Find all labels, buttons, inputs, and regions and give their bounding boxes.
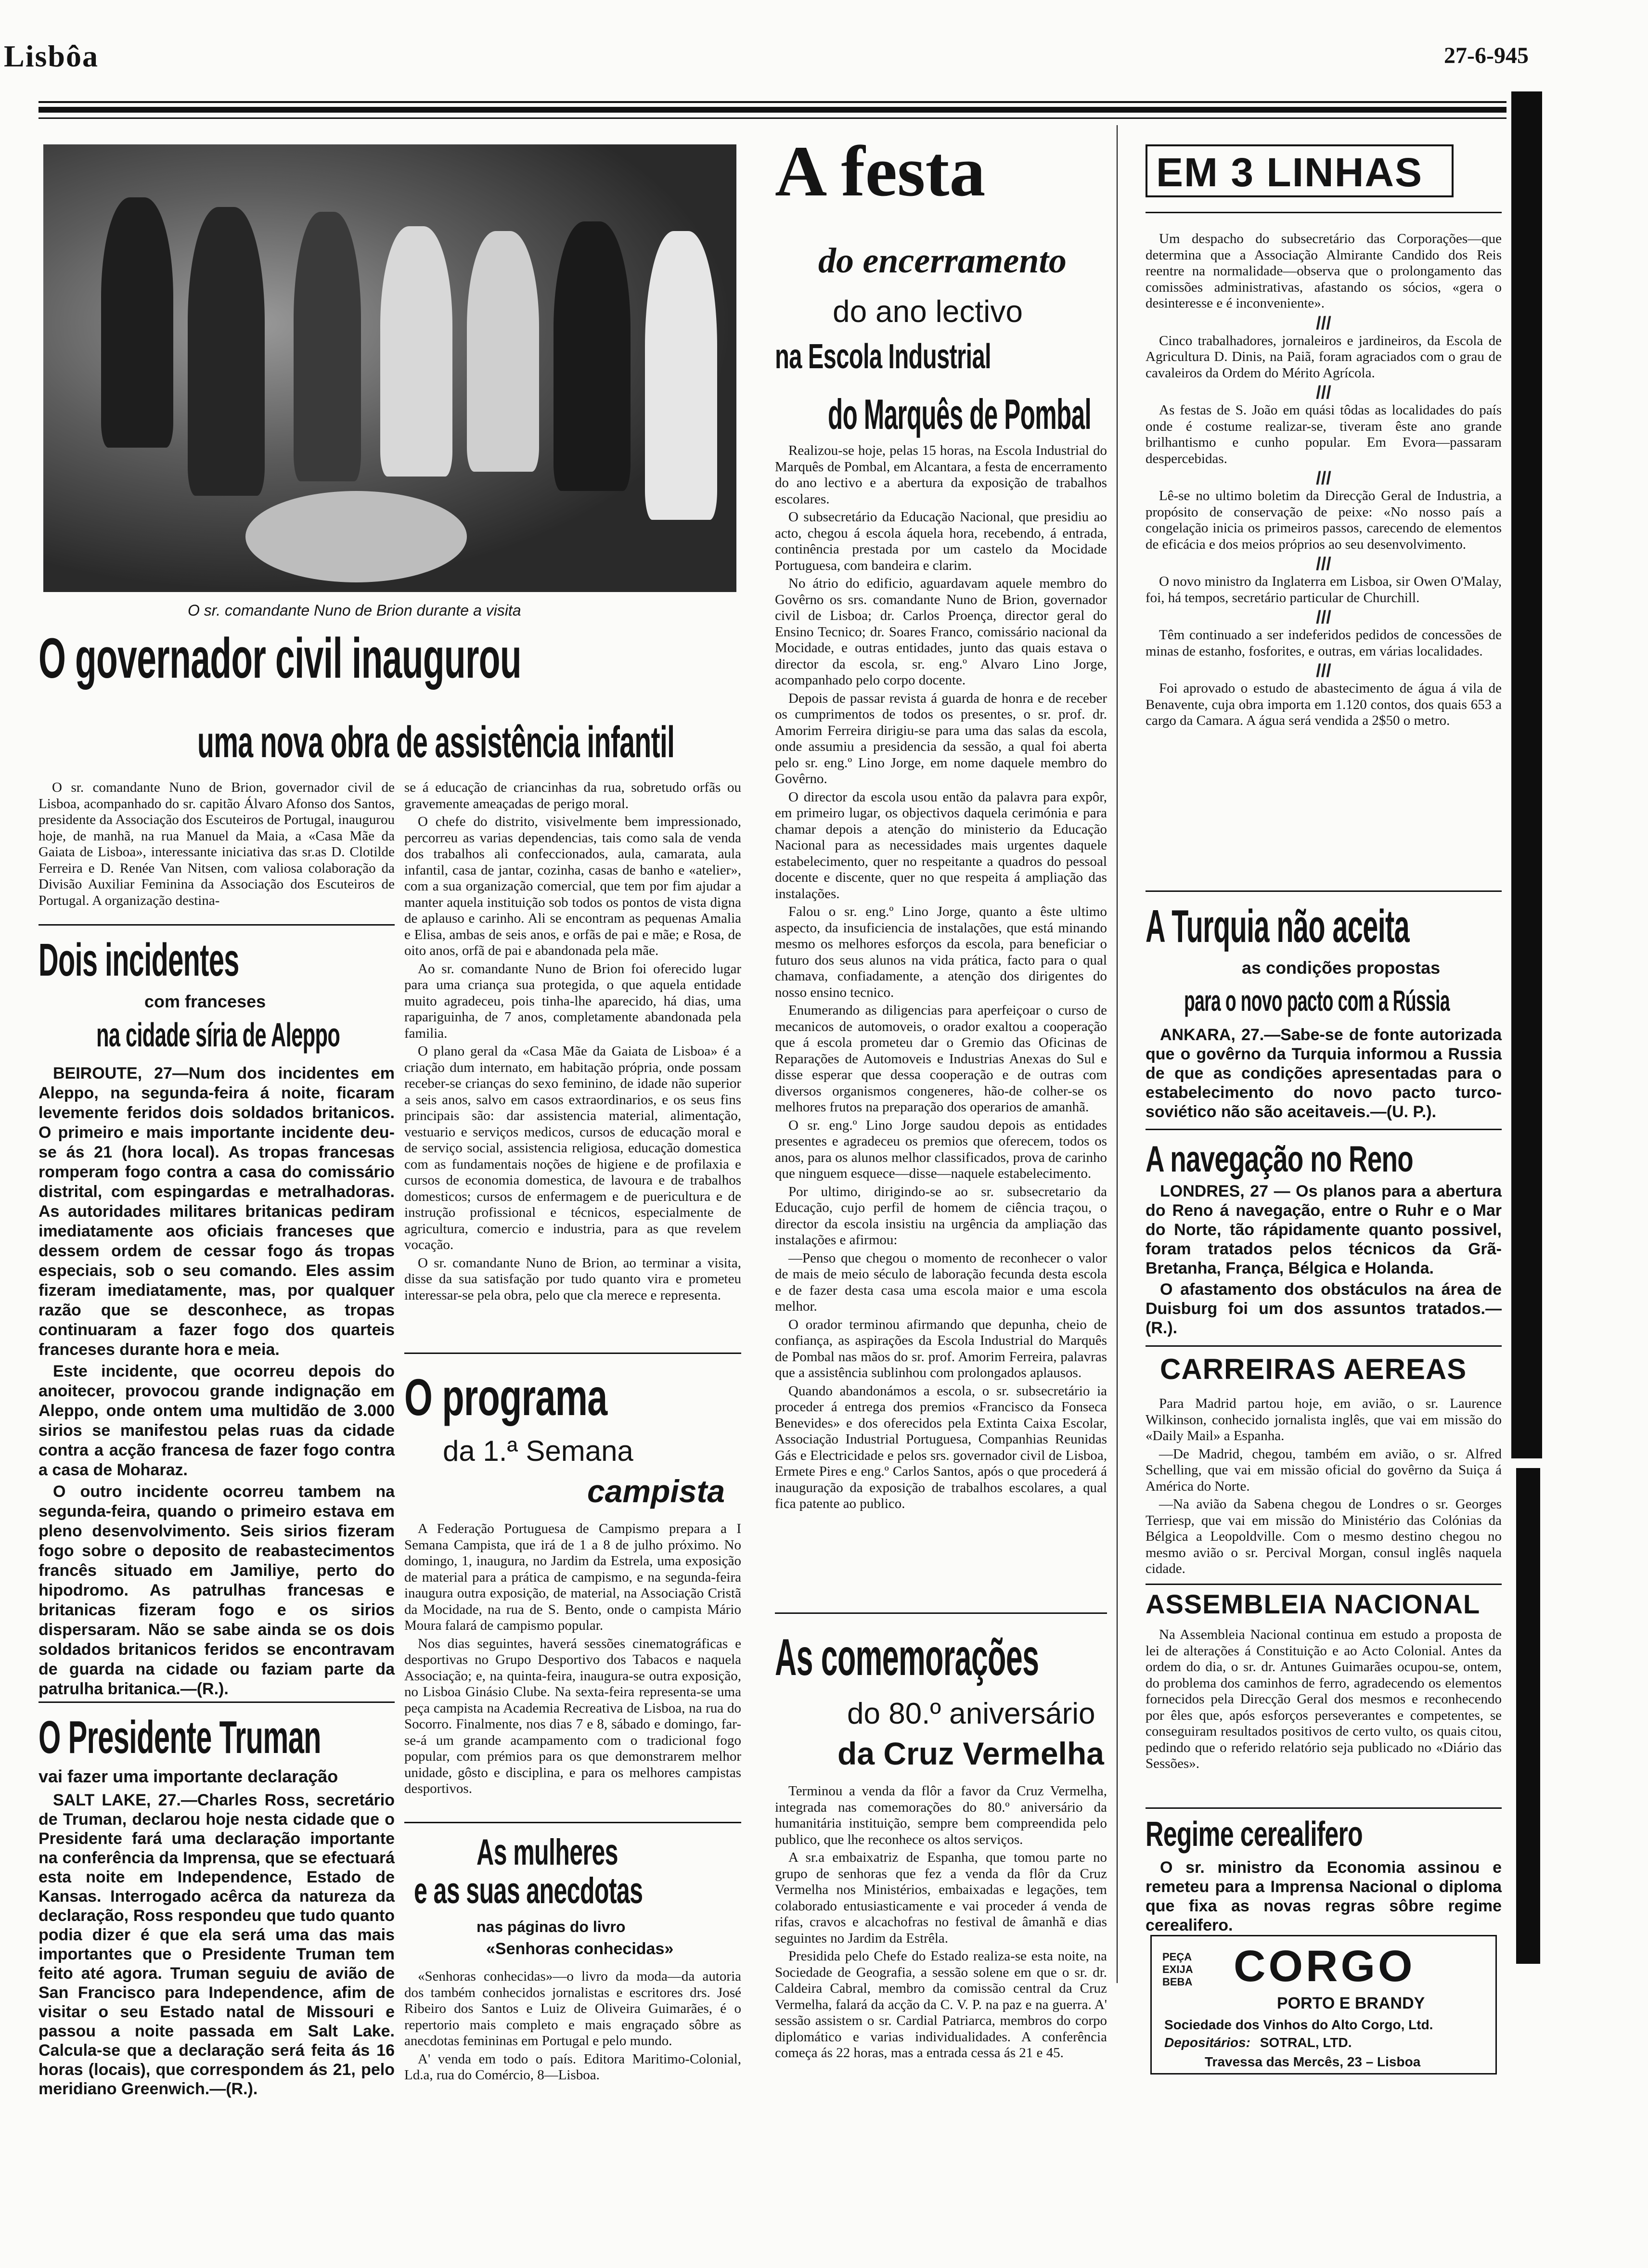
masthead-section xyxy=(4,39,99,74)
divider xyxy=(39,924,395,926)
right-edge-bar-lower xyxy=(1516,1468,1540,1964)
governador-col2-para: se á educação de criancinhas da rua, sobretudo orfãs ou gravemente ameaçadas de perigo moral. xyxy=(404,780,741,812)
top-rule-thin2 xyxy=(39,117,1506,119)
reno-headline: A navegação no Reno xyxy=(1146,1139,1413,1180)
top-rule-thin xyxy=(39,101,1506,103)
governador-col2-para: O chefe do distrito, visivelmente bem impressionado, percorreu as varias dependencias, tais como sala de venda dos trabalhos ali confeccionados, aula, camarata, aula infantil, casa de jantar, cozinha, casas de banho e «atelier», com a sua organização comercial, que tem por fim ajudar a manter aquela instituição sob todos os pontos de vista digna de aplauso e carinho. Ali se encontram as pequenas Amalia e Elisa, ambas de seis anos, e orfãs de pai e mãe; e Rosa, de oito anos, orfã de pai e abandonada pela mãe. xyxy=(404,814,741,958)
festa-body xyxy=(775,443,1107,1514)
ad-brand: CORGO xyxy=(1234,1942,1416,1991)
festa-para: Por ultimo, dirigindo-se ao sr. subsecretario da Educação, cujo perfil de homem de ciência traçou, o director da escola insistiu na urgência da ampliação das instalações e afirmou: xyxy=(775,1184,1107,1248)
mulheres-headline1: As mulheres xyxy=(476,1832,618,1873)
incidentes-sub1: com franceses xyxy=(144,992,266,1011)
column-rule xyxy=(1117,125,1118,1983)
photo-caption: O sr. comandante Nuno de Brion durante a visita xyxy=(188,602,521,619)
divider xyxy=(1146,1584,1502,1585)
mulheres-body xyxy=(404,1969,741,2086)
ad-address: Travessa das Mercês, 23 – Lisboa xyxy=(1205,2054,1421,2069)
cruz-para: Terminou a venda da flôr a favor da Cruz Vermelha, integrada nas comemorações do 80.º aniversário da humanitária instituição, sempre bem compreendida pelo publico, que lhe reconhece os altos serviços. xyxy=(775,1783,1107,1847)
campista-sub1: da 1.ª Semana xyxy=(443,1435,633,1467)
festa-para: O subsecretário da Educação Nacional, que presidiu ao acto, chegou á escola áquela hora, recebendo, á entrada, continência prestada por um castelo da Mocidade Portuguesa, com bandeira e clarim. xyxy=(775,509,1107,573)
ad-dep-label: Depositários: xyxy=(1164,2035,1250,2050)
tres-linhas-item: Foi aprovado o estudo de abastecimento de água á vila de Benavente, cuja obra importa em 1.120 contos, dos quais 653 a cargo da Camara. A água será vendida a 2$50 o metro. xyxy=(1146,681,1502,728)
ad-small2: EXIJA xyxy=(1162,1963,1193,1975)
corgo-ad xyxy=(1150,1935,1497,2075)
cruz-para: Presidida pelo Chefe do Estado realiza-se esta noite, na Sociedade de Geografia, a sessão solene em que o sr. dr. Caldeira Cabral, membro da comissão central da Cruz Vermelha, falará da acção da C. V. P. na paz e na guerra. A' sessão assistem o sr. Cardial Patriarca, membros do corpo diplomático e varias individualidades. A conferência começa ás 22 horas, mas a entrada cessa ás 21 e 45. xyxy=(775,1948,1107,2061)
assembleia-body xyxy=(1146,1627,1502,1774)
truman-body xyxy=(39,1791,395,2100)
tres-linhas-body xyxy=(1146,231,1502,731)
turquia-sub1: as condições propostas xyxy=(1242,958,1441,978)
news-photo xyxy=(43,144,736,592)
ad-company: Sociedade dos Vinhos do Alto Corgo, Ltd. xyxy=(1164,2017,1433,2032)
campista-para: A Federação Portuguesa de Campismo prepara a I Semana Campista, que irá de 1 a 8 de julho próximo. No domingo, 1, inaugura, no Jardim da Estrela, uma exposição de material para a prática de campismo, e na segunda-feira inaugura outra exposição, de material, na Associação Cristã da Mocidade, na rua de S. Bento, onde o campista Mário Moura falará de campismo popular. xyxy=(404,1521,741,1633)
tres-linhas-item: Têm continuado a ser indeferidos pedidos de concessões de minas de estanho, fosforites, e outras, em várias localidades. xyxy=(1146,627,1502,659)
regime-body xyxy=(1146,1858,1502,1937)
governador-col2-para: O plano geral da «Casa Mãe da Gaiata de Lisboa» é a criação dum internato, em habitação própria, onde possam receber-se crianças do sexo feminino, de idade não superior a seis anos, salvo em casos extraordinarios, e os seus fins principais são: dar assistencia material, alimentação, vestuario e serviços medicos, cursos de educação moral e de serviço social, assistencia religiosa, educação domestica com as fundamentais noções de higiene e de profilaxia e cursos de economia domestica, de lavoura e de trabalhos domesticos; cursos de enfermagem e de puericultura e de instrução profissional e técnicos, especialmente de agricultura, comercio e industria, para as que revelem vocação. xyxy=(404,1044,741,1252)
ad-dep-name: SOTRAL, LTD. xyxy=(1260,2035,1352,2050)
incidentes-para: Este incidente, que ocorreu depois do anoitecer, provocou grande indignação em Aleppo, onde ontem uma multidão de 3.000 sirios se manifestou pelas ruas da cidade contra a acção francesa de fazer fogo contra a casa de Moharaz. xyxy=(39,1362,395,1479)
carreiras-para: Para Madrid partou hoje, em avião, o sr. Laurence Wilkinson, conhecido jornalista inglês, que vai em missão do «Daily Mail» a Espanha. xyxy=(1146,1396,1502,1443)
carreiras-para: —De Madrid, chegou, também em avião, o sr. Alfred Schelling, que vai em missão oficial do govêrno da Suiça á América do Norte. xyxy=(1146,1446,1502,1494)
governador-col1 xyxy=(39,780,395,911)
ad-small3: BEBA xyxy=(1162,1976,1193,1988)
photo-figure xyxy=(294,212,361,481)
separator: /// xyxy=(1316,554,1331,574)
festa-para: O sr. eng.º Lino Jorge saudou depois as entidades presentes e agradeceu os premios que oferecem, todos os anos, para os alunos melhor classificados, prova de carinho que ninguem esquece—disse—naquele estabelecimento. xyxy=(775,1117,1107,1181)
cruz-sub1: do 80.º aniversário xyxy=(847,1697,1095,1730)
festa-para: No átrio do edificio, aguardavam aquele membro do Govêrno os srs. comandante Nuno de Brion, governador civil de Lisboa; dr. Carlos Proença, director geral do Ensino Tecnico; dr. Soares Franco, comissário nacional da Mocidade, e outras entidades, junto das quais estava o director da escola, sr. eng.º Alvaro Lino Jorge, acompanhado pelo corpo docente. xyxy=(775,576,1107,688)
top-rule-thick xyxy=(39,107,1506,113)
assembleia-text: Na Assembleia Nacional continua em estudo a proposta de lei de alterações á Constituição e ao Acto Colonial. Antes da ordem do dia, o sr. dr. Antunes Guimarães ocupou-se, ontem, do problema dos caminhos de ferro, agradecendo os elementos fornecidos pela Direcção Geral dos mesmos e reconhecendo por êles que, após esforços perseverantes e competentes, se conseguiram resultados positivos de certo vulto, os quais citou, pedindo que o referido relatório seja publicado no «Diário das Sessões». xyxy=(1146,1627,1502,1771)
assembleia-headline: ASSEMBLEIA NACIONAL xyxy=(1146,1589,1481,1619)
cruz-headline: As comemorações xyxy=(775,1628,1039,1686)
campista-para: Nos dias seguintes, haverá sessões cinematográficas e desportivas no Grupo Desportivo dos Tabacos e naquela Associação; e, na quinta-feira, inaugura-se outra exposição, no Lisboa Ginásio Clube. Na sexta-feira representa-se uma peça campista na Academia Recreativa de Lisboa, na rua do Socorro. Finalmente, nos dias 7 e 8, sábado e domingo, far-se-á um grande acampamento com o tradicional fogo popular, com prémios para os que demonstrarem melhor unidade, gôsto e disciplina, e para os melhores campistas desportivos. xyxy=(404,1636,741,1796)
festa-para: —Penso que chegou o momento de reconhecer o valor de mais de meio século de laboração fecunda desta escola e de fazer desta casa uma escola maior e uma escola melhor. xyxy=(775,1250,1107,1314)
regime-headline: Regime cerealifero xyxy=(1146,1815,1363,1854)
festa-headline: A festa xyxy=(775,131,986,211)
campista-headline: O programa xyxy=(404,1368,607,1426)
divider xyxy=(404,1353,741,1354)
divider xyxy=(39,1701,395,1703)
turquia-headline: A Turquia não aceita xyxy=(1146,901,1410,952)
divider xyxy=(1146,1129,1502,1130)
section-name: Lisbôa xyxy=(4,39,99,73)
photo-figure xyxy=(188,207,265,496)
mulheres-sub1: nas páginas do livro xyxy=(476,1918,626,1935)
festa-para: Enumerando as diligencias para aperfeiçoar o curso de mecanicos de automoveis, o orador exaltou a cooperação que á escola prometeu dar o Gremio das Oficinas de Reparações de Automoveis e Industrias Anexas do Sul e disse esperar que dessa cooperação e de outras com diversos organismos congeneres, hão-de colher-se os melhores frutos na preparação dos operarios de amanhã. xyxy=(775,1003,1107,1115)
photo-table xyxy=(245,491,467,582)
ad-small-stack xyxy=(1162,1951,1193,1988)
incidentes-sub2: na cidade síria de Aleppo xyxy=(96,1016,340,1054)
divider xyxy=(1146,1345,1502,1347)
tres-linhas-item: Lê-se no ultimo boletim da Direcção Geral de Industria, a propósito de conservação de peixe: «No nosso país a congelação inicia os primeiros passos, carecendo de elementos de eficácia e dos meios próprios ao seu desenvolvimento. xyxy=(1146,488,1502,552)
separator: /// xyxy=(1316,468,1331,489)
ad-small1: PEÇA xyxy=(1162,1951,1192,1963)
mulheres-headline2: e as suas anecdotas xyxy=(414,1870,643,1911)
separator: /// xyxy=(1316,383,1331,403)
tres-linhas-box xyxy=(1146,144,1454,197)
masthead-date: 27-6-945 xyxy=(1444,43,1529,68)
divider xyxy=(1146,1807,1502,1809)
truman-subhead: vai fazer uma importante declaração xyxy=(39,1766,338,1786)
incidentes-headline: Dois incidentes xyxy=(39,934,239,986)
photo-figure xyxy=(101,197,173,448)
carreiras-body xyxy=(1146,1396,1502,1579)
ad-depositarios xyxy=(1164,2035,1352,2050)
turquia-body xyxy=(1146,1025,1502,1123)
reno-body xyxy=(1146,1182,1502,1340)
reno-para: O afastamento dos obstáculos na área de Duisburg foi um dos assuntos tratados.—(R.). xyxy=(1146,1280,1502,1337)
carreiras-headline: CARREIRAS AEREAS xyxy=(1160,1353,1467,1385)
festa-para: Depois de passar revista á guarda de honra e de receber os cumprimentos de todos os presentes, o sr. prof. dr. Amorim Ferreira dirigiu-se para uma das salas da escola, onde assumiu a presidencia da sessão, a qual foi aberta pelo sr. eng.º Lino Jorge, em nome daquele membro do Govêrno. xyxy=(775,690,1107,786)
incidentes-body xyxy=(39,1064,395,1701)
festa-sub3: na Escola Industrial xyxy=(775,337,991,376)
tres-linhas-item: As festas de S. João em quási tôdas as localidades do país onde é costume realizar-se, tiveram êste ano grande brilhantismo e cunho popular. Em Evora—passaram despercebidas. xyxy=(1146,402,1502,466)
carreiras-para: —Na avião da Sabena chegou de Londres o sr. Georges Terriesp, que vai em missão do Ministério das Colónias da Bélgica a Leopoldville. Com o mesmo destino chegou no mesmo avião o sr. Percival Morgan, consul inglês naquela cidade. xyxy=(1146,1496,1502,1576)
reno-para: LONDRES, 27 — Os planos para a abertura do Reno á navegação, entre o Ruhr e o Mar do Norte, tão rápidamente quanto possivel, foram tratados pelos técnicos da Grã-Bretanha, França, Bélgica e Holanda. xyxy=(1146,1182,1502,1277)
tres-linhas-item: O novo ministro da Inglaterra em Lisboa, sir Owen O'Malay, foi, há tempos, secretário particular de Churchill. xyxy=(1146,574,1502,606)
festa-para: Quando abandonámos a escola, o sr. subsecretário ia proceder á entrega dos premios «Francisco da Fonseca Benevides» e dos oferecidos pela Extinta Caixa Escolar, Associação Industrial Portuguesa, Companhias Reunidas Gás e Electricidade e pelos srs. governador civil de Lisboa, Ermete Pires e eng.º Carlos Santos, após o que procederá á inauguração da exposição de trabalhos escolares, a qual fica patente ao publico. xyxy=(775,1383,1107,1511)
separator: /// xyxy=(1316,313,1331,334)
photo-figure xyxy=(467,231,539,472)
divider xyxy=(775,1612,1107,1614)
photo-figure xyxy=(380,226,452,477)
separator: /// xyxy=(1316,661,1331,681)
cruz-body xyxy=(775,1783,1107,2063)
governador-col2-para: O sr. comandante Nuno de Brion, ao terminar a visita, disse da sua satisfação por tudo quanto vira e prometeu interessar-se pela obra, pelo que cla merece e representa. xyxy=(404,1255,741,1303)
incidentes-para: O outro incidente ocorreu tambem na segunda-feira, quando o primeiro estava em pleno desenvolvimento. Seis sirios fizeram fogo sobre o deposito de reabastecimentos francês situado em Jamiliye, perto do hipodromo. As patrulhas francesas e britanicas fizeram fogo e os sirios dispersaram. Não se sabe ainda se os dois soldados britanicos feridos se encontravam de guarda na cidade ou faziam parte da patrulha britanica.—(R.). xyxy=(39,1482,395,1698)
festa-sub1: do encerramento xyxy=(818,241,1067,281)
governador-col1-text: O sr. comandante Nuno de Brion, governador civil de Lisboa, acompanhado do sr. capitão Álvaro Afonso dos Santos, presidente da Associação dos Escuteiros de Portugal, inaugurou hoje, de manhã, na rua Manuel da Maia, a «Casa Mãe da Gaiata de Lisboa», interessante iniciativa das sr.as D. Clotilde Ferreira e D. Renée Van Nitsen, com valiosa colaboração da Divisão Auxiliar Feminina da Associação dos Escuteiros de Portugal. A organização destina- xyxy=(39,780,395,908)
governador-headline: O governador civil inaugurou xyxy=(39,627,521,690)
tres-linhas-title: EM 3 LINHAS xyxy=(1156,150,1423,195)
festa-para: Falou o sr. eng.º Lino Jorge, quanto a êste ultimo aspecto, da insuficiencia de instalações, que está minando mesmo os melhores esforços da escola, para beneficiar o futuro dos seus alunos na vida prática, facto para o qual chamava, confiadamente, a atenção dos dirigentes do nosso ensino tecnico. xyxy=(775,904,1107,1000)
photo-figure xyxy=(645,231,717,520)
incidentes-para: BEIROUTE, 27—Num dos incidentes em Aleppo, na segunda-feira á noite, ficaram levemente feridos dois soldados britanicos. O primeiro e mais importante incidente deu-se ás 21 (hora local). As tropas francesas romperam fogo contra a casa do comissário distrital, com espingardas e metralhadoras. As autoridades militares britanicas pediram imediatamente aos oficiais franceses que dessem ordem de cessar fogo ás tropas especiais, sob o seu comando. Eles assim fizeram imediatamente, mas, por qualquer razão que se desconhece, as tropas continuaram a fazer fogo dos quarteis franceses durante hora e meia. xyxy=(39,1064,395,1359)
tres-linhas-item: Um despacho do subsecretário das Corporações—que determina que a Associação Almirante Candido dos Reis reentre na normalidade—observa que o prolongamento das comissões administrativas, afastando os sócios, «gera o desinteresse e é inconveniente». xyxy=(1146,231,1502,311)
right-edge-bar xyxy=(1511,91,1542,1458)
campista-body xyxy=(404,1521,741,1799)
governador-subhead: uma nova obra de assistência infantil xyxy=(197,718,675,767)
festa-para: O orador terminou afirmando que depunha, cheio de confiança, as aspirações da Escola Industrial do Marquês de Pombal nas mãos do sr. prof. Amorim Ferreira, palavras que a assistência sublinhou com prolongados aplausos. xyxy=(775,1316,1107,1380)
regime-text: O sr. ministro da Economia assinou e remeteu para a Imprensa Nacional o diploma que fixa as novas regras sôbre regime cerealifero. xyxy=(1146,1858,1502,1934)
truman-text: SALT LAKE, 27.—Charles Ross, secretário de Truman, declarou hoje nesta cidade que o Presidente fará uma declaração importante na conferência da Imprensa, que se efectuará esta noite em Independence, Estado de Kansas. Interrogado acêrca da natureza da declaração, Ross respondeu que tudo quanto podia dizer é que ela será uma das mais importantes que o Presidente Truman tem feito até agora. Truman seguiu de avião de San Francisco para Independence, afim de visitar o seu Estado natal de Missouri e passou a noite passada em Salt Lake. Calcula-se que a declaração será feita ás 16 horas (locais), que correspondem ás 21, pelo meridiano Greenwich.—(R.). xyxy=(39,1791,395,2098)
governador-col2 xyxy=(404,780,741,1305)
cruz-sub2: da Cruz Vermelha xyxy=(837,1736,1104,1771)
mulheres-sub2: «Senhoras conhecidas» xyxy=(486,1940,674,1958)
tres-linhas-rule xyxy=(1146,212,1502,213)
mulheres-para: «Senhoras conhecidas»—o livro da moda—da autoria dos também conhecidos jornalistas e escritores drs. José Ribeiro dos Santos e Luiz de Oliveira Guimarães, é o repertorio mais completo e mais engraçado sôbre as anecdotas femininas em Portugal e pelo mundo. xyxy=(404,1969,741,2049)
turquia-text: ANKARA, 27.—Sabe-se de fonte autorizada que o govêrno da Turquia informou a Russia de que as condições apresentadas para o estabelecimento do novo pacto turco-soviético não são aceitaveis.—(U. P.). xyxy=(1146,1026,1502,1121)
governador-col2-para: Ao sr. comandante Nuno de Brion foi oferecido lugar para uma criança sua protegida, o que aquela entidade muito agradeceu, pois tinha-lhe aparecido, há dias, uma rapariguinha, de 7 anos, completamente abandonada pela familia. xyxy=(404,961,741,1041)
photo-figure xyxy=(554,221,631,491)
mulheres-para: A' venda em todo o país. Editora Maritimo-Colonial, Ld.a, rua do Comércio, 8—Lisboa. xyxy=(404,2051,741,2083)
separator: /// xyxy=(1316,607,1331,628)
truman-headline: O Presidente Truman xyxy=(39,1712,321,1763)
festa-sub4: do Marquês de Pombal xyxy=(828,390,1092,438)
divider xyxy=(1146,890,1502,892)
campista-sub2: campista xyxy=(587,1473,725,1509)
cruz-para: A sr.a embaixatriz de Espanha, que tomou parte no grupo de senhoras que fez a venda da flôr da Cruz Vermelha nos Ministérios, embaixadas e legações, tem colaborado entusiasticamente e vai proceder á venda de rifas, cravos e alcachofras no festival de âmanhã e dias seguintes no Jardim da Estrêla. xyxy=(775,1850,1107,1946)
ad-product: PORTO E BRANDY xyxy=(1277,1994,1425,2012)
tres-linhas-item: Cinco trabalhadores, jornaleiros e jardineiros, da Escola de Agricultura D. Dinis, na Paiã, foram agraciados com o grau de cavaleiros da Ordem do Mérito Agrícola. xyxy=(1146,333,1502,381)
festa-para: O director da escola usou então da palavra para expôr, em primeiro lugar, os objectivos daquela cerimónia e para chamar depois a atenção do ministerio da Educação Nacional para as necessidades mais urgentes daquele estabelecimento, quer no respeitante a quadros do pessoal docente e discente, quer no que respeita á ampliação das instalações. xyxy=(775,789,1107,902)
divider xyxy=(404,1822,741,1823)
turquia-sub2: para o novo pacto com a Rússia xyxy=(1184,985,1450,1017)
festa-sub2: do ano lectivo xyxy=(833,294,1023,329)
festa-para: Realizou-se hoje, pelas 15 horas, na Escola Industrial do Marquês de Pombal, em Alcantara, a festa de encerramento do ano lectivo e a abertura da exposição de trabalhos escolares. xyxy=(775,443,1107,507)
